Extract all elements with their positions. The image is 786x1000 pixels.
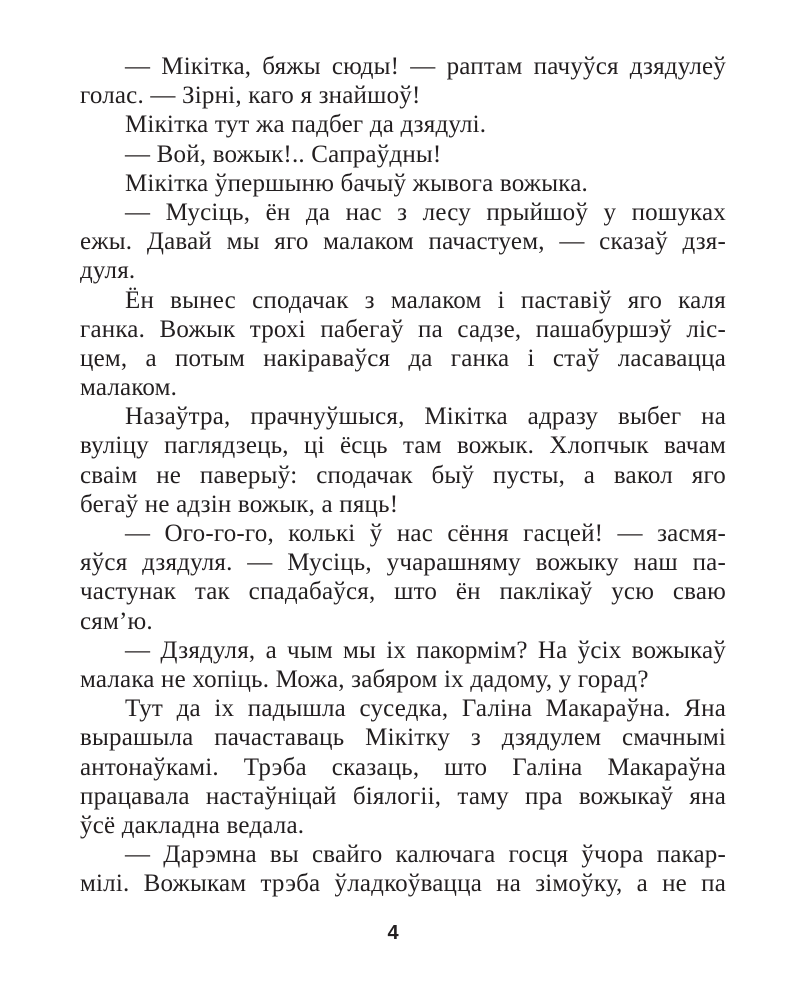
text-line: дуля. — [80, 257, 136, 285]
text-line: — Вой, вожык!.. Сапраўдны! — [125, 140, 442, 168]
text-line: Назаўтра, прачнуўшыся, Мікітка адразу выбег на — [125, 403, 726, 431]
text-line: голас. — Зірні, каго я знайшоў! — [80, 82, 421, 110]
page-body — [80, 52, 726, 898]
text-line: — Мусіць, ён да нас з лесу прыйшоў у пошуках — [125, 198, 726, 226]
text-line: вырашыла пачаставаць Мікітку з дзядулем смачнымі — [80, 724, 726, 752]
text-line: — Ого-го-го, колькі ў нас сёння гасцей! — засмя- — [125, 520, 726, 547]
text-line: Тут да іх падышла суседка, Галіна Макараўна. Яна — [125, 695, 726, 723]
text-line: ўсё дакладна ведала. — [80, 811, 305, 839]
text-line: мілі. Вожыкам трэба ўладкоўвацца на зімоўку, а не па — [80, 870, 726, 898]
text-line: бегаў не адзін вожык, а пяць! — [80, 490, 399, 518]
page-number: 4 — [387, 922, 399, 944]
text-line: малака не хопіць. Можа, забяром іх дадому, у горад? — [80, 665, 649, 693]
text-line: — Дзядуля, а чым мы іх пакормім? На ўсіх вожыкаў — [125, 636, 726, 664]
text-line: Мікітка ўпершыню бачыў жывога вожыка. — [125, 169, 588, 197]
text-line: ганка. Вожык трохі пабегаў па садзе, пашабуршэў ліс- — [80, 315, 726, 343]
text-line: ежы. Давай мы яго малаком пачастуем, — сказаў дзя- — [80, 228, 726, 256]
text-line: яўся дзядуля. — Мусіць, учарашняму вожыку наш па- — [80, 549, 726, 577]
text-line: малаком. — [80, 374, 178, 402]
text-line: частунак так спадабаўся, што ён паклікаў усю сваю — [80, 578, 726, 606]
text-line: Мікітка тут жа падбег да дзядулі. — [125, 111, 487, 139]
text-line: вуліцу паглядзець, ці ёсць там вожык. Хлопчык вачам — [80, 432, 726, 460]
text-line: — Мікітка, бяжы сюды! — раптам пачуўся дзядулеў — [125, 53, 726, 80]
text-line: — Дарэмна вы свайго калючага госця ўчора пакар- — [125, 841, 726, 869]
text-line: Ён вынес сподачак з малаком і паставіў яго каля — [125, 286, 726, 314]
text-line: працавала настаўніцай біялогіі, таму пра вожыкаў яна — [80, 782, 726, 810]
text-line: антонаўкамі. Трэба сказаць, што Галіна Макараўна — [80, 753, 726, 781]
text-line: сям’ю. — [80, 607, 153, 635]
text-line: сваім не паверыў: сподачак быў пусты, а вакол яго — [80, 461, 726, 489]
text-line: цем, а потым накіраваўся да ганка і стаў ласавацца — [80, 344, 726, 372]
